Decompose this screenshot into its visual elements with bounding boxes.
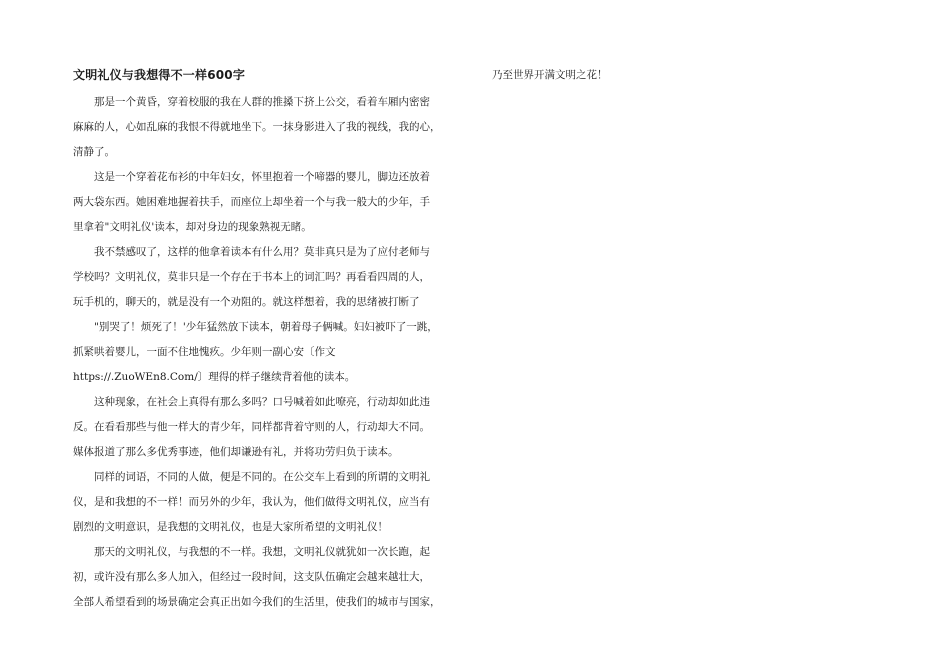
text-line: 反。在看看那些与他一样大的青少年，同样都背着守则的人，行动却大不同。: [73, 421, 430, 433]
text-line: 我不禁感叹了，这样的他拿着读本有什么用？莫非真只是为了应付老师与: [94, 246, 430, 258]
left-column: [73, 66, 459, 615]
document-title: 文明礼仪与我想得不一样600字: [73, 68, 246, 82]
text-line: 那天的文明礼仪，与我想的不一样。我想，文明礼仪就犹如一次长跑，起: [94, 546, 430, 558]
text-line: 里拿着"文明礼仪'读本，却对身边的现象熟视无睹。: [73, 221, 312, 233]
text-line: 抓紧哄着婴儿，一面不住地愧疚。少年则一副心安〔作文: [73, 346, 336, 358]
right-column: [492, 66, 792, 84]
text-line: 媒体报道了那么多优秀事迹，他们却谦逊有礼，并将功劳归负于读本。: [73, 446, 399, 458]
text-line: 剧烈的文明意识，是我想的文明礼仪，也是大家所希望的文明礼仪！: [73, 521, 388, 533]
text-line: 那是一个黄昏，穿着校服的我在人群的推搡下挤上公交，看着车厢内密密: [94, 96, 430, 108]
text-line: 清静了。: [73, 146, 115, 158]
text-line: 玩手机的，聊天的，就是没有一个劝阻的。就这样想着，我的思绪被打断了: [73, 296, 420, 308]
text-line: "别哭了！烦死了！'少年猛然放下读本，朝着母子俩喊。妇妇被吓了一跳，: [94, 321, 438, 333]
body-text-right: [492, 66, 792, 84]
text-line: 这种现象，在社会上真得有那么多吗？口号喊着如此嘹亮，行动却如此违: [94, 396, 430, 408]
text-line: 全部人希望看到的场景确定会真正出如今我们的生活里，使我们的城市与国家，: [73, 596, 441, 608]
text-line: 这是一个穿着花布衫的中年妇女，怀里抱着一个啼器的婴儿，脚边还放着: [94, 171, 430, 183]
text-line: 乃至世界开满文明之花！: [492, 69, 608, 81]
text-line: https://.ZuoWEn8.Com/〕理得的样子继续背着他的读本。: [73, 371, 356, 383]
body-text-left: [73, 90, 459, 615]
text-line: 初，或许没有那么多人加入，但经过一段时间，这支队伍确定会越来越壮大，: [73, 571, 430, 583]
text-line: 同样的词语，不同的人做，便是不同的。在公交车上看到的所谓的文明礼: [94, 471, 430, 483]
text-line: 两大袋东西。她困难地握着扶手，而座位上却坐着一个与我一般大的少年，手: [73, 196, 430, 208]
text-line: 学校吗？文明礼仪，莫非只是一个存在于书本上的词汇吗？再看看四周的人，: [73, 271, 430, 283]
text-line: 麻麻的人，心如乱麻的我恨不得就地坐下。一抹身影进入了我的视线，我的心，: [73, 121, 441, 133]
text-line: 仪，是和我想的不一样！而另外的少年，我认为，他们做得文明礼仪，应当有: [73, 496, 430, 508]
